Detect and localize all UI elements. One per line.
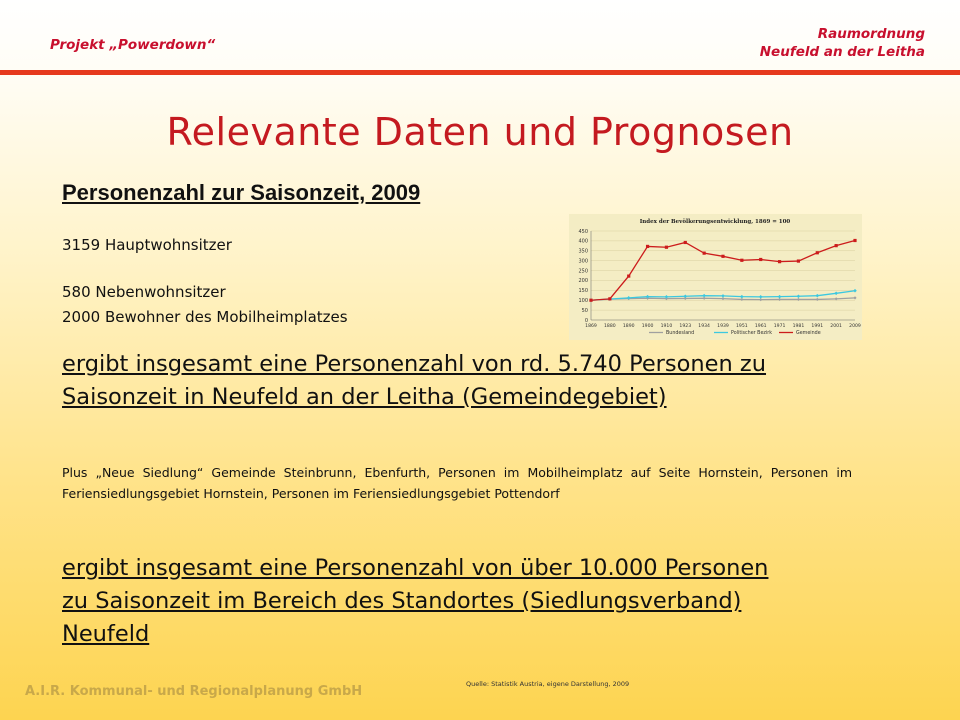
project-label: Projekt „Powerdown“ [50, 37, 216, 53]
legend-label: Politischer Bezirk [731, 331, 773, 336]
chart-background [569, 214, 862, 340]
x-tick-label: 1890 [622, 324, 635, 329]
data-point [665, 246, 668, 249]
data-point [684, 241, 687, 244]
x-tick-label: 1910 [660, 324, 673, 329]
y-tick-label: 300 [578, 258, 588, 265]
additional-areas-text: Plus „Neue Siedlung“ Gemeinde Steinbrunn, Ebenfurth, Personen im Mobilheimplatz auf Seite Hornstein, Personen im Feriensiedlungsgebiet Hornstein, Personen im Feriensiedlungsgebiet Pottendorf [62, 465, 852, 501]
legend-label: Bundesland [666, 331, 695, 336]
x-tick-label: 1961 [754, 324, 767, 329]
data-point [627, 274, 630, 277]
data-point [835, 244, 838, 247]
data-point [608, 297, 611, 300]
mobilheim-line: 2000 Bewohner des Mobilheimplatzes [62, 308, 348, 326]
data-point [797, 259, 800, 262]
location-line-2: Neufeld an der Leitha [759, 44, 925, 60]
x-tick-label: 1991 [811, 324, 824, 329]
x-tick-label: 1939 [717, 324, 729, 329]
y-tick-label: 350 [578, 248, 588, 255]
y-tick-label: 0 [584, 317, 588, 324]
section-subtitle: Personenzahl zur Saisonzeit, 2009 [62, 180, 421, 205]
data-point [646, 245, 649, 248]
y-tick-label: 100 [578, 298, 588, 305]
chart-x-ticks [585, 323, 861, 329]
location-label [760, 25, 925, 61]
x-tick-label: 1923 [679, 324, 692, 329]
data-point [703, 252, 706, 255]
hauptwohnsitzer-line: 3159 Hauptwohnsitzer [62, 236, 232, 254]
result-2-line-2: zu Saisonzeit im Bereich des Standortes (Siedlungsverband) [62, 588, 742, 614]
y-tick-label: 450 [578, 228, 588, 235]
legend-label: Gemeinde [796, 331, 821, 336]
slide-title: Relevante Daten und Prognosen [166, 110, 794, 154]
header-rule [0, 70, 960, 75]
x-tick-label: 1880 [604, 324, 616, 329]
chart-title: Index der Bevölkerungsentwicklung, 1869 = 100 [639, 219, 791, 225]
y-tick-label: 200 [578, 278, 588, 285]
result-1-line-2: Saisonzeit in Neufeld an der Leitha (Gemeindegebiet) [62, 384, 667, 410]
location-line-1: Raumordnung [817, 26, 925, 42]
result-2-line-1: ergibt insgesamt eine Personenzahl von über 10.000 Personen [62, 555, 769, 581]
data-point [759, 258, 762, 261]
data-point [853, 239, 856, 242]
y-tick-label: 150 [578, 288, 588, 295]
y-tick-label: 400 [578, 238, 588, 245]
data-point [778, 260, 781, 263]
x-tick-label: 2001 [830, 324, 842, 329]
x-tick-label: 1900 [641, 324, 654, 329]
result-statement-2 [62, 552, 768, 651]
data-point [740, 259, 743, 262]
nebenwohnsitzer-line: 580 Nebenwohnsitzer [62, 283, 226, 301]
result-2-line-3: Neufeld [62, 621, 150, 647]
x-tick-label: 1971 [773, 324, 786, 329]
x-tick-label: 1951 [736, 324, 748, 329]
result-1-line-1: ergibt insgesamt eine Personenzahl von rd. 5.740 Personen zu [62, 351, 767, 377]
x-tick-label: 2009 [849, 324, 861, 329]
source-note: Quelle: Statistik Austria, eigene Darstellung, 2009 [466, 680, 630, 688]
x-tick-label: 1981 [792, 324, 805, 329]
population-index-chart [569, 214, 862, 340]
company-footer: A.I.R. Kommunal- und Regionalplanung GmbH [25, 684, 363, 699]
x-tick-label: 1869 [585, 324, 597, 329]
data-point [721, 255, 724, 258]
data-point [589, 299, 592, 302]
y-tick-label: 50 [581, 307, 588, 314]
result-statement-1 [62, 348, 766, 414]
y-tick-label: 250 [578, 268, 588, 275]
data-point [816, 251, 819, 254]
x-tick-label: 1934 [698, 324, 710, 329]
